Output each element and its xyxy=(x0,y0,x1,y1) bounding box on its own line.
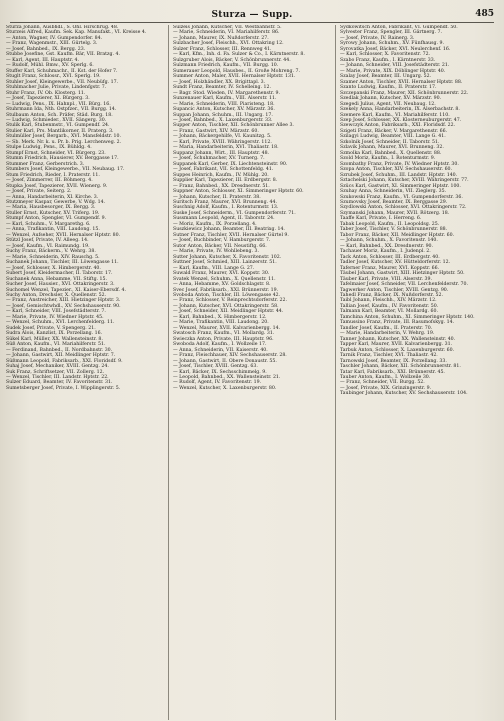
directory-entry: Taschler Johann, Bäcker, XII. Schönbrunnerstr. 81. xyxy=(340,364,461,370)
directory-entry: Syrowy Johann, Schuhm., XV. Fünfhausg. 9. xyxy=(340,41,445,47)
directory-entry: Szegedi Julius, Agent, VII. Neubaug. 12. xyxy=(340,101,436,107)
directory-entry: — Josef, Bahnbed., IX. Bergg. 23. xyxy=(6,46,86,52)
directory-entry: Stumpf Anton, Spengler, VI. Gumpendf. 9. xyxy=(6,216,107,222)
directory-entry: Stuglt Franz, Schlossr., XVI. Sperlg. 19. xyxy=(6,74,101,80)
directory-entry: Sumetsberger Josef, Private, I. Wipplingerstr. 5. xyxy=(6,385,121,391)
directory-entry: Sydkowitsch Anton, Fabrikant, VI. Gumpendf. 50. xyxy=(340,25,458,30)
directory-entry: Suchomel Wenzel, Tapezier., XI. Kaiser-Ebersdf. 4. xyxy=(6,287,126,293)
directory-entry: — Franz, Fleischhauer, XIV. Sechshauserstr. 28. xyxy=(173,353,287,359)
directory-entry: Szrubek Josef, Schuhm., III. Landstr. Hptstr. 140. xyxy=(340,172,458,178)
directory-entry: Szabo Franz, Kaufm., I. Kärntnerstr. 33. xyxy=(340,57,436,63)
directory-entry: Suchanek Anna, Hebamme, VII. Stiftg. 15. xyxy=(6,276,108,282)
directory-entry: — Franz, Schlosser, V. Reinprechtsdorferstr. 22. xyxy=(173,298,287,304)
directory-entry: Tahedl Franz, Bäcker, IX. Nußdorferstr. 52. xyxy=(340,292,443,298)
columns xyxy=(6,25,498,720)
directory-entry: Stubbe Josefine, Gst. Kaufm. Bär, VII. Bratzg. 4. xyxy=(6,52,120,58)
directory-entry: Suchanek Johann, Tischler, III. Löwengasse 11. xyxy=(6,260,119,266)
directory-entry: Sylvester Franz, Spengler, III. Gärtnerg. 7. xyxy=(340,30,443,36)
directory-entry: — Karl, Bahnbed., X. Himbergerstr. 12. xyxy=(173,314,267,320)
directory-entry: Sutor Anton, Bäcker, VII. Neustiftg. 66. xyxy=(173,243,267,249)
directory-entry: — Franz, Wagenmstr., XIII. Gürtelg. 3. xyxy=(6,41,98,47)
directory-entry: Sztachelski Johann, Kutscher, XVIII. Währingerstr. 77. xyxy=(340,178,469,184)
directory-entry: Sudra Alois, Kanzlist, IX. Porzellang. 16. xyxy=(6,331,103,337)
directory-entry: Stuhr Franz, IV. Ob. Klosterg. 11. xyxy=(6,90,86,96)
directory-entry: Supper Anton, Tischler, XII. Schönbrunner Allee 3. xyxy=(173,123,294,129)
directory-entry: Suppanek Karl, Gerber, IX. Liechtensteinstr. 90. xyxy=(173,161,288,167)
directory-entry: — Franz, Bahnbed., XX. Dresdnerstr. 51. xyxy=(173,183,270,189)
directory-entry: Szedlak Johann, Kutscher, XV. Märzstr. 90. xyxy=(340,96,442,102)
directory-entry: Taubinger Johann, Kutscher, XV. Sechshauserstr. 104. xyxy=(340,391,468,397)
directory-entry: Tarnik Franz, Tischler, XVI. Thaliastr. 42. xyxy=(340,353,438,359)
directory-entry: Suppan Johann, Schuhm., III. Ungarg. 17. xyxy=(173,112,273,118)
directory-entry: Sulzmann Friedrich, Kaufm., VII. Burgg. 10. xyxy=(173,63,279,69)
directory-entry: Tapper Karl, Maurer, XVII. Kalvarienbergg. 31. xyxy=(340,342,453,348)
directory-entry: — Marie, Trafikantin, VIII. Laudong. 20. xyxy=(173,320,269,326)
directory-entry: — Josef, Fabrikant, VII. Schottenfeldg. 41. xyxy=(173,167,274,173)
directory-entry: Szukowski Franz, Kaufm., VI. Gumpendorferstr. 36. xyxy=(340,194,463,200)
directory-entry: Stum Friedrich, Rieder, I. Praterstr. 11. xyxy=(6,172,100,178)
directory-entry: Szücs Karl, Gastwirt, XI. Simmeringer Hptstr. 100. xyxy=(340,183,461,189)
directory-entry: Szekely Anna, Handarbeiterin, IX. Alserbachstr. 8. xyxy=(340,107,460,113)
directory-entry: Tanner Johann, Kutscher, XX. Wallensteinstr. 40. xyxy=(340,336,456,342)
directory-entry: Sulzeis Johann, Kutscher, VII. Westbahnstr. 5. xyxy=(173,25,282,30)
directory-entry: Talmann Karl, Beamter, VI. Mollardg. 60. xyxy=(340,309,438,315)
directory-entry: Suppes Heinrich, Kaufm., IV. Mühlg. 20. xyxy=(173,172,269,178)
directory-entry: Szemere Karl, Kaufm., VI. Mariahilferstr. 110. xyxy=(340,112,450,118)
directory-entry: Tamchina Anton, Schuhm., XI. Simmeringer Hptstr. 140. xyxy=(340,314,475,320)
directory-entry: Sudek Josef, Private, V. Spengerg. 21. xyxy=(6,325,96,331)
directory-entry: Tagwerker Anton, Tischler, XVIII. Gentzg. 90. xyxy=(340,287,449,293)
directory-entry: Stulier Karl, Prs. Mantlikorner, II. Praterg. 3. xyxy=(6,128,114,134)
directory-entry: Sucher Josef, Hausier., XVI. Ottakringerstr. 3. xyxy=(6,282,115,288)
directory-entry: — Josef, Kaufm., VI. Raimundg. 19. xyxy=(6,243,90,249)
directory-entry: Tabak Leopold, Kaufm., II. Leopoldsg. 25. xyxy=(340,221,440,227)
directory-entry: Taaffe Karl, Private, I. Herreng. 6. xyxy=(340,216,422,222)
directory-entry: — Johann, Gastwirt, II. Obere Donaustr. 55. xyxy=(173,358,277,364)
directory-entry: Szkolnik Josef, Schneider, II. Taborstr. 51. xyxy=(340,139,440,145)
directory-entry: — Franz, Schneider, VII. Burgg. 52. xyxy=(340,380,425,386)
directory-entry: Subert Josef, Kleidermacher, II. Taborstr. 17. xyxy=(6,271,113,277)
directory-entry: Taibl Johann, Fleischh., XIV. Märzstr. 12. xyxy=(340,298,437,304)
directory-entry: — Josef, Zimmerrer, III. Böhmerg. 4. xyxy=(6,178,93,184)
directory-entry: — Marie, Schneiderin, VIII. Piaristeng. 18. xyxy=(173,101,275,107)
directory-entry: Suk Franz, Schriftsetzer, VII. Zollerg. 12. xyxy=(6,369,105,375)
directory-entry: Tallian Josef, Kaufm., IV. Favoritenstr. 50. xyxy=(340,303,439,309)
directory-entry: Stulbaum Anton, Sch. Präfer, Städ. Burg. 18. xyxy=(6,112,113,118)
directory-entry: Stuhrmann Ida, Nth. Ostpfzer., VII. Burgg. 14. xyxy=(6,107,117,113)
directory-entry: Suhaj Josef, Mechaniker, XVIII. Gentzg. 24. xyxy=(6,364,109,370)
directory-entry: Szlavik Johann, Maurer, XVI. Brunneng. 32. xyxy=(340,145,444,151)
directory-entry: Tarbuk Anton, Schlosser, X. Laxenburgerstr. 60. xyxy=(340,347,455,353)
directory-entry: Sulzer Eduard, Beamter, IV. Favoritenstr. 31. xyxy=(6,380,113,386)
directory-entry: Tack Anton, Schlosser, III. Erdbergstr. 40. xyxy=(340,254,440,260)
directory-entry: — Karl, Agent, III. Hauptstr. 4. xyxy=(6,57,80,63)
directory-entry: — Ludwig, Pens., IX. Hahnpl., VII. Bürg. 16. xyxy=(6,101,111,107)
directory-entry: Suske Josef, Schneiderm., VI. Gumpendorferstr. 71. xyxy=(173,210,296,216)
directory-entry: — Anna, Hebamme, XV. Goldschlagstr. 8. xyxy=(173,282,271,288)
directory-entry: — Wenzel, Schuhm., XVI. Lerchenfelderg. 11. xyxy=(6,320,115,326)
directory-entry: — Karl, Bäcker, IX. Sechsschimmelg. 9. xyxy=(173,369,267,375)
directory-entry: — Josef, Schlosser, X. Himbergerstr. 40. xyxy=(6,265,101,271)
directory-entry: — Josef, Private, IV. Rainerg. 3. xyxy=(340,35,415,41)
directory-entry: — Marie, Private, XIX. Döblinger Hptstr. 40. xyxy=(340,68,446,74)
directory-entry: Stupka Josef, Tapezierer, XVII. Wienerg. 9. xyxy=(6,183,108,189)
directory-entry: — Josef, Tischler, XVIII. Gentzg. 63. xyxy=(173,364,258,370)
directory-entry: Tamussino Franz, Private, III. Rasumofskyg. 14. xyxy=(340,320,455,326)
directory-entry: — Wenzel, Aufseher, XVII. Hernalser Hptstr. 80. xyxy=(6,232,121,238)
directory-entry: — Johann, Schneider, VIII. Josefstädterstr. 21. xyxy=(340,63,450,69)
directory-entry: Sulzgruber Alois, Bäcker, V. Schönbrunnerstr. 44. xyxy=(173,57,291,63)
directory-entry: — Karl, Schlosser, X. Favoritenstr. 72. xyxy=(340,52,431,58)
directory-entry: Tadler Josef, Kutscher, XV. Hütteldorferstr. 12. xyxy=(340,260,451,266)
directory-entry: — Josef, Schneider, XII. Meidlinger Hptstr. 44. xyxy=(173,309,284,315)
directory-entry: — Josef, Schuhmacher, XV. Turnerg. 7. xyxy=(173,156,265,162)
directory-entry: — Rudolf, Mühl. Bmw., XV. Sperlg. 6. xyxy=(6,63,94,69)
column-divider xyxy=(335,25,336,720)
directory-entry: Tandler Josef, Kaufm., II. Praterstr. 70. xyxy=(340,325,433,331)
directory-entry: Szumovsky Josef, Beamter, IX. Berggasse 29. xyxy=(340,200,448,205)
directory-entry: — Bagr. Stod. Wieden, IV. Margarethenstr. 9. xyxy=(173,90,281,96)
directory-entry: — Leopold, Bahnbed., XX. Wallensteinstr. 21. xyxy=(173,375,281,380)
directory-entry: Sturza Johann, Ausbhdl., S. Ohl. Hirschrug. 48. xyxy=(6,25,119,30)
page-number: 485 xyxy=(475,9,494,19)
directory-entry: — Karl, Kaufm., VIII. Lange G. 27. xyxy=(173,265,255,271)
directory-entry: Swatosch Franz, Kaufm., VI. Mollardg. 31. xyxy=(173,331,275,337)
directory-entry: Szewczyk Anton, Fabriksarb., XXI. Floridsdf. 22. xyxy=(340,123,456,129)
directory-entry: Szilagyi Ludwig, Beamter, VIII. Lange G. 41. xyxy=(340,134,446,140)
directory-entry: Tarnowski Josef, Beamter, IX. Porzellang. 33. xyxy=(340,358,447,364)
directory-entry: Szombathy Franz, Private, IV. Wiedner Hptstr. 30. xyxy=(340,161,459,167)
directory-entry: — Marie, Private, IV. Wohllebeng. 3. xyxy=(173,249,259,255)
directory-entry: — Anton, Wagner, IV. Gumpendorfer. 84. xyxy=(6,35,103,41)
column-divider xyxy=(168,25,169,720)
directory-entry: Sükel Karl, Müller, XX. Wallensteinstr. 8. xyxy=(6,336,103,342)
directory-entry: Szymanski Johann, Maurer, XVII. Rötzerg. 18. xyxy=(340,210,450,216)
directory-entry: — Marie, Handarbeiterin, V. Wehrg. 19. xyxy=(340,331,435,337)
directory-entry: — Josef, Private, Seiterg. 2. xyxy=(6,189,72,195)
directory-entry: — Johann, Maurer, IX. Nußdorferstr. 27. xyxy=(173,35,269,41)
directory-entry: Taber Josef, Tischler, V. Schönbrunnerstr. 88. xyxy=(340,227,448,233)
directory-entry: Suchy Anton, Drechsler, X. Quellenstr. 52. xyxy=(6,292,107,298)
directory-entry: Stulik Karl, Stubenmstr., VI. Gumpendf. 24. xyxy=(6,123,110,129)
directory-entry: Szamer Anton, Tischler, XVII. Hernalser Hptstr. 88. xyxy=(340,79,463,85)
directory-entry: Stumpf Ernst, Schneider, VI. Bürgerg. 23. xyxy=(6,150,106,156)
directory-entry: — Wenzel, Maurer, XVII. Kalvarienbergg. 14. xyxy=(173,325,281,331)
column-left xyxy=(6,25,164,720)
directory-entry: — Ludwig, Schmieder., XVII. Sängerg. 30. xyxy=(6,117,107,123)
directory-entry: Täuber Karl, Private, VIII. Alserstr. 39. xyxy=(340,276,432,282)
directory-entry: Syrovatka Josef, Bäcker, XVI. Neulerchenf. 16. xyxy=(340,46,451,52)
directory-entry: Tauber Anton, Kaufm., I. Wollzeile 30. xyxy=(340,375,431,380)
directory-entry: — Josef, Buchbinder, V. Hamburgerstr. 7. xyxy=(173,238,271,244)
directory-entry: Stuller Ernst, Kutscher, XV. Triferg. 19. xyxy=(6,210,100,216)
directory-entry: Szigeti Franz, Bäcker, V. Margarethenstr. 66. xyxy=(340,128,448,134)
directory-entry: Tachauer Moriz, Kaufm., I. Judenpl. 2. xyxy=(340,249,431,255)
directory-entry: Sussmann Leopold, Agent, II. Taborstr. 24. xyxy=(173,216,275,222)
directory-entry: Stuhler Josef, Kleingewerbe., VII. Neubüfg. 17. xyxy=(6,79,119,85)
directory-entry: Szold Moriz, Kaufm., I. Rotenturmstr. 9. xyxy=(340,156,436,162)
directory-entry: Sutner Franz, Tischler, XVII. Hernalser Gürtel 9. xyxy=(173,232,289,238)
directory-entry: — Johann, Kutscher, II. Praterstr. 38. xyxy=(173,194,261,200)
directory-entry: Sunzenauer Karl, Kaufm., VIII. Alserstr. 11. xyxy=(173,96,277,102)
directory-entry: — Johann, Gastwirt, XII. Meidlinger Hptstr. 7. xyxy=(6,353,116,359)
directory-entry: Szmolka Karl, Bahnbed., X. Quellenstr. 88. xyxy=(340,150,442,156)
directory-entry: Suppner Anton, Schlosser, XI. Simmeringer Hptstr. 60. xyxy=(173,189,304,195)
directory-entry: Stumm Friedrich, Hausierer, XV. Berggasse 17. xyxy=(6,156,119,162)
column-middle xyxy=(173,25,331,720)
directory-entry: Swieczka Anton, Private, III. Hauptstr. 96. xyxy=(173,336,274,342)
directory-entry: — Franz, Gastwirt, XIV. Märzstr. 60. xyxy=(173,128,259,134)
directory-entry: — Ferdinand, Bahnbed., II. Nordbahnstr. 30. xyxy=(6,347,113,353)
directory-entry: — Josef, Private, XIX. Grinzingerstr. 9. xyxy=(340,385,432,391)
directory-entry: Tabor Franz, Bäcker, XII. Meidlinger Hptstr. 60. xyxy=(340,232,455,238)
directory-entry: — Moriz, Kaufm., IX. Porzellang. 4. xyxy=(173,221,257,227)
directory-entry: Tatar Karl, Fabriksarb., XXI. Brünnerstr. 45. xyxy=(340,369,445,375)
directory-entry: — Johann, Kutscher, XVI. Ottakringerstr. 58. xyxy=(173,303,279,309)
directory-entry: Swoboda Adolf, Kaufm., I. Wollzeile 17. xyxy=(173,342,267,348)
directory-entry: — Karl, Private, XVIII. Währingerstr. 112. xyxy=(173,139,272,145)
directory-entry: Stumbers Josef, Kleingewerbe., VII. Neubaug. 17. xyxy=(6,167,125,173)
directory-entry: — Marie, Schneiderin, VI. Mariahilferstr. 86. xyxy=(173,30,280,36)
directory-entry: Szuhay Anna, Schneiderin, VII. Zieglerg. 35. xyxy=(340,189,447,195)
directory-entry: Svec Josef, Fabriksarb., XXI. Brünnerstr. 19. xyxy=(173,287,279,293)
directory-entry: Suszkiewicz Johann, Beamter, III. Beatrixg. 14. xyxy=(173,227,285,233)
directory-entry: Suchy Franz, Bäckerm., V. Wehrg. 38. xyxy=(6,249,96,255)
directory-entry: Sundt Franz, Beamter, IV. Schelleing. 12. xyxy=(173,85,271,91)
directory-entry: — Sb. Merk. Nr. k. u. Pr. b. Prig. Lerchenweg. 2. xyxy=(6,139,122,145)
directory-entry: Szep Josef, Schlosser, XX. Klosterneuburgerstr. 47. xyxy=(340,117,462,123)
directory-entry: Summer Anton, Maler, XVII. Hernalser Hptstr. 131. xyxy=(173,74,296,80)
directory-entry: — Karl, Schuhm., V. Margarethg. 6. xyxy=(6,221,91,227)
directory-entry: Stuffer Karl, Schuhmachr., II. Kst. der Hofer 7. xyxy=(6,68,118,74)
directory-entry: — Josef, Bahnbed., X. Laxenburgerstr. 33. xyxy=(173,117,273,123)
directory-entry: Suttner Josef, Schmied, XIII. Lainzerstr. 51. xyxy=(173,260,277,266)
directory-entry: Szczepanski Franz, Maurer, XII. Schönbrunnerstr. 22. xyxy=(340,90,469,96)
directory-entry: — Johann, Schuhm., X. Favoritenstr. 140. xyxy=(340,238,438,244)
directory-entry: Tafelmaier Josef, Schneider, VII. Lerchenfelderstr. 70. xyxy=(340,282,468,288)
directory-entry: — Josef, Holzhändler, XX. Brigittapl. 3. xyxy=(173,79,266,85)
directory-entry: — Josef, Gemischtwhdl., XV. Sechshauserstr. 90. xyxy=(6,303,121,309)
directory-entry: — Johann, Bäckergehilfe, VI. Kaunitzg. 5. xyxy=(173,134,272,140)
directory-entry: Svoboda Anton, Tischler, III. Löwengasse 42. xyxy=(173,292,281,298)
directory-entry: Sumerauer Leopold, Hausbes., II. Große Mohreng. 7. xyxy=(173,68,300,74)
directory-entry: — Marie, Schneiderin, XIV. Rauschg. 5. xyxy=(6,254,100,260)
directory-entry: Sutter Johann, Kutscher, X. Favoritenstr. 102. xyxy=(173,254,282,260)
directory-entry: — Franz, Anstreicher, XIII. Hietzinger Hptstr. 3. xyxy=(6,298,121,304)
directory-entry: — Karl, Schneider, VIII. Josefstädterstr. 7. xyxy=(6,309,106,315)
directory-entry: — Karl, Kfm., Inh. d. Fa. Sulzer & Co., I. Kärntnerstr. 8. xyxy=(173,52,305,58)
directory-entry: Szydlowski Anton, Schlosser, XVI. Ottakringerstr. 72. xyxy=(340,205,467,211)
directory-entry: Suppanz Johann, Wirt., III. Hauptstr. 48. xyxy=(173,150,270,156)
directory-entry: Stulpe Ludwig, Pens., IX. Bühldg. 4. xyxy=(6,145,92,151)
directory-entry: Stulmüller Josef, Bergarb., XVI. Mansfeldstr. 10. xyxy=(6,134,122,140)
directory-entry: — Josef, Tapezierer, XI. Bürgerg. 3. xyxy=(6,96,90,102)
directory-entry: Suwald Franz, Maurer, XVI. Koppstr. 30. xyxy=(173,271,270,277)
directory-entry: — Karl, Bahnbed., XX. Dresdnerstr. 90. xyxy=(340,243,434,249)
directory-entry: Szalay Josef, Beamter, III. Ungarg. 52. xyxy=(340,74,432,80)
directory-entry: — Maria, Hausbesorger, IX. Bergg. 3. xyxy=(6,205,96,211)
directory-entry: Supplier Karl, Tapezierer, III. Erdbergstr. 8. xyxy=(173,178,278,184)
directory-entry: — Anna, Trafikantin, VIII. Laudong. 15. xyxy=(6,227,100,233)
directory-entry: Stummer Franz, Gerberstrich. 3. xyxy=(6,161,85,167)
running-head: Sturza — Supp. xyxy=(211,10,293,20)
directory-entry: — Wenzel, Kutscher, X. Laxenburgerstr. 80. xyxy=(173,385,277,391)
directory-entry: Süßmann Leopold, Fabriksarb., XXI. Floridsdf. 9. xyxy=(6,358,123,364)
directory-entry: Suschnig Adolf, Kaufm., I. Rotenturmstr. 13. xyxy=(173,205,279,211)
directory-entry: Süß Anton, Kaufm., VI. Mariahilferstr. 51. xyxy=(6,342,106,348)
directory-entry: Suritsch Franz, Maurer, XVI. Brunneng. 44. xyxy=(173,200,278,205)
directory-entry: Stutzmeyer Kaspar, Gewerbe, V. Wdg. 14. xyxy=(6,200,106,205)
directory-entry: Sulzbacher Josef, Fleischh., XVI. Ottakring 12. xyxy=(173,41,284,47)
directory-entry: Szopa Anton, Tischler, XIV. Sechshauserstr. 60. xyxy=(340,167,453,173)
page-header xyxy=(10,8,494,23)
directory-entry: — Anna, Handarbeiterin, XI. Kirche. 3. xyxy=(6,194,99,200)
directory-entry: Stuhlmacher Julie, Private, Lindenfgstr. 7. xyxy=(6,85,107,91)
column-right xyxy=(340,25,498,720)
directory-entry: Sturzeis Alfred, Kaufm. Sek. Kap. Manufakt., VI. Kreisse 4. xyxy=(6,30,147,36)
directory-entry: — Rudolf, Agent, IV. Favoritenstr. 19. xyxy=(173,380,262,386)
directory-entry: Sulzer Franz, Schlosser, III. Rennweg 41. xyxy=(173,46,272,52)
directory-entry: Taferner Franz, Maurer, XVI. Koppstr. 66. xyxy=(340,265,440,271)
directory-entry: — Marie, Private, IV. Wiedner Hptstr. 45. xyxy=(6,314,104,320)
directory-entry: Täubel Johann, Gastwirt, XIII. Hietzinger Hptstr. 50. xyxy=(340,271,465,277)
directory-entry: — Wenzel, Tischler, III. Landstr. Hptstr. 22. xyxy=(6,375,109,380)
directory-entry: — Maria, Handarbeiterin, XVI. Thaliastr. 18. xyxy=(173,145,279,151)
directory-entry: Szanto Ludwig, Kaufm., II. Praterstr. 17. xyxy=(340,85,437,91)
directory-entry: Svatek Wenzel, Schuhm., X. Quellenstr. 11. xyxy=(173,276,276,282)
directory-entry: — Anna, Schneiderin, VII. Kaiserstr. 40. xyxy=(173,347,268,353)
directory-entry: Supancic Anton, Kutscher, XV. Märzstr. 36. xyxy=(173,107,275,113)
directory-entry: Stützl Josef, Private, IV. Alleeg. 14. xyxy=(6,238,89,244)
